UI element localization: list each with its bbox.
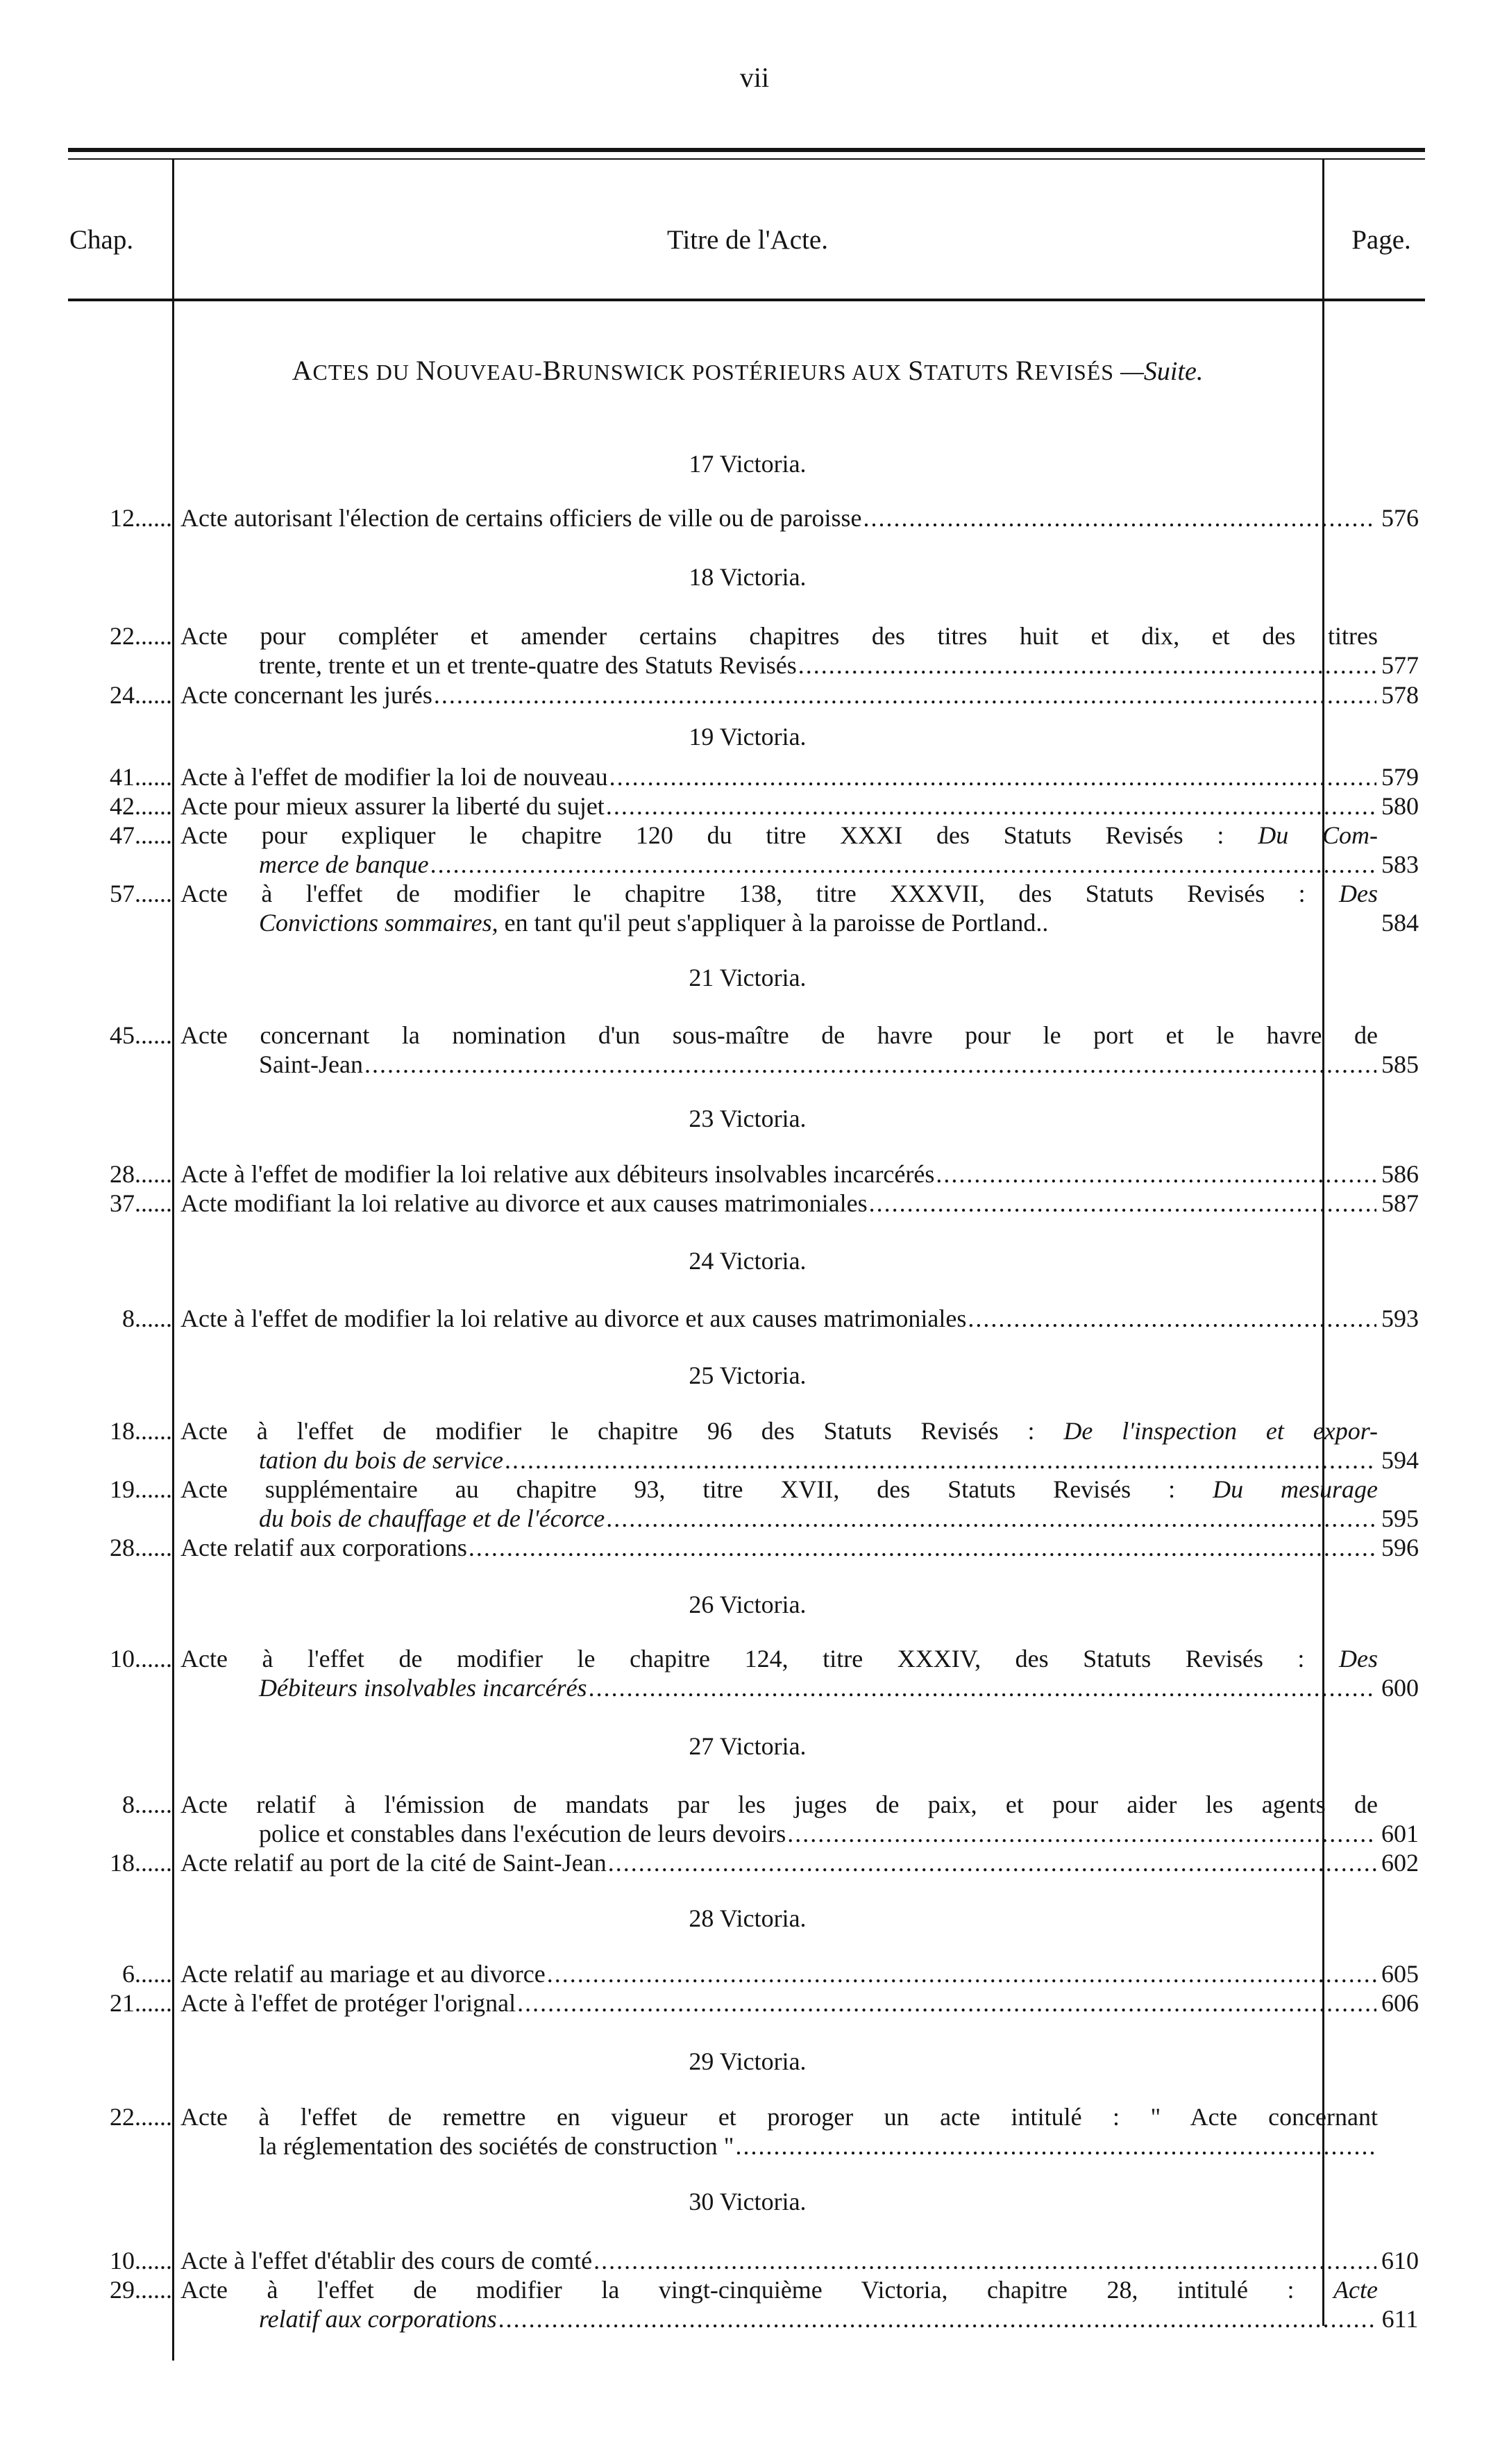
chapter-number: 41...... [110, 763, 172, 791]
chapter-number: 45...... [110, 1021, 172, 1049]
act-title: Acte à l'effet de modifier le chapitre 96 des Statuts Revisés : De l'inspection et expor- [180, 1417, 1378, 1445]
year-heading: 17 Victoria. [689, 450, 807, 478]
header-chap: Chap. [69, 225, 134, 255]
page-ref: 594 [1381, 1446, 1419, 1474]
chapter-number: 18...... [110, 1849, 172, 1877]
page-ref: 595 [1381, 1505, 1419, 1532]
year-heading: 21 Victoria. [689, 964, 807, 991]
chapter-number: 57...... [110, 880, 172, 907]
act-title-continued: Convictions sommaires, en tant qu'il peut s'appliquer à la paroisse de Portland.. [259, 909, 1049, 937]
act-title: Acte pour compléter et amender certains chapitres des titres huit et dix, et des titres [180, 622, 1378, 650]
act-title: Acte relatif au mariage et au divorce [180, 1960, 546, 1988]
chapter-number: 24...... [110, 681, 172, 709]
page-ref: 578 [1381, 681, 1419, 709]
page-ref: 577 [1381, 651, 1419, 679]
chapter-number: 12...... [110, 504, 172, 532]
page-ref: 586 [1381, 1160, 1419, 1188]
act-title-continued: du bois de chauffage et de l'écorce [259, 1505, 605, 1532]
page-ref: 580 [1381, 792, 1419, 820]
chapter-number: 28...... [110, 1160, 172, 1188]
page-ref: 611 [1381, 2305, 1419, 2333]
chapter-number: 29...... [110, 2276, 172, 2304]
act-title: Acte à l'effet de protéger l'orignal [180, 1989, 516, 2017]
year-heading: 29 Victoria. [689, 2047, 807, 2075]
act-title-continued: merce de banque [259, 850, 429, 878]
act-title: Acte concernant la nomination d'un sous-maître de havre pour le port et le havre de [180, 1021, 1378, 1049]
year-heading: 30 Victoria. [689, 2188, 807, 2215]
act-title: Acte pour mieux assurer la liberté du sujet [180, 792, 605, 820]
year-heading: 25 Victoria. [689, 1361, 807, 1389]
year-heading: 18 Victoria. [689, 563, 807, 591]
chapter-number: 47...... [110, 821, 172, 849]
header-page: Page. [1351, 225, 1411, 255]
header-title: Titre de l'Acte. [667, 225, 828, 255]
header-rule [68, 299, 1425, 301]
act-title: Acte à l'effet de remettre en vigueur et proroger un acte intitulé : " Acte concernant [180, 2103, 1378, 2131]
chapter-number: 28...... [110, 1534, 172, 1561]
act-title-continued: Saint-Jean [259, 1050, 363, 1078]
act-title: Acte modifiant la loi relative au divorce et aux causes matrimoniales [180, 1189, 868, 1217]
act-title-continued: trente, trente et un et trente-quatre des Statuts Revisés [259, 651, 797, 679]
chapter-number: 21...... [110, 1989, 172, 2017]
act-title: Acte à l'effet de modifier la loi relative aux débiteurs insolvables incarcérés [180, 1160, 935, 1188]
act-title: Acte pour expliquer le chapitre 120 du titre XXXI des Statuts Revisés : Du Com- [180, 821, 1379, 849]
act-title-continued: tation du bois de service [259, 1446, 503, 1474]
chapter-number: 22...... [110, 2103, 172, 2131]
act-title-continued: police et constables dans l'exécution de leurs devoirs [259, 1820, 786, 1847]
chapter-number: 19...... [110, 1475, 172, 1503]
chapter-number: 10...... [110, 2247, 172, 2274]
top-rule-thick [68, 148, 1425, 152]
act-title: Acte à l'effet d'établir des cours de comté [180, 2247, 593, 2274]
year-heading: 28 Victoria. [689, 1904, 807, 1932]
act-title-continued: relatif aux corporations [259, 2305, 497, 2333]
year-heading: 24 Victoria. [689, 1247, 807, 1275]
page-ref: 583 [1381, 850, 1419, 878]
year-heading: 19 Victoria. [689, 723, 807, 751]
page-ref: 606 [1381, 1989, 1419, 2017]
page-ref: 600 [1381, 1674, 1419, 1702]
page-ref: 587 [1381, 1189, 1419, 1217]
chapter-number: 8...... [122, 1305, 172, 1332]
section-heading: ACTES DU NOUVEAU-BRUNSWICK POSTÉRIEURS AUX STATUTS REVISÉS —Suite. [292, 355, 1204, 386]
act-title: Acte à l'effet de modifier le chapitre 124, titre XXXIV, des Statuts Revisés : Des [180, 1645, 1379, 1673]
year-heading: 27 Victoria. [689, 1732, 807, 1760]
page-ref: 585 [1381, 1050, 1419, 1078]
year-heading: 26 Victoria. [689, 1591, 807, 1618]
act-title: Acte relatif à l'émission de mandats par les juges de paix, et pour aider les agents de [180, 1791, 1378, 1818]
page-ref: 584 [1381, 909, 1419, 937]
chapter-number: 42...... [110, 792, 172, 820]
chapter-number: 18...... [110, 1417, 172, 1445]
page-ref: 576 [1381, 504, 1419, 532]
page-ref: 602 [1381, 1849, 1419, 1877]
page-ref: 579 [1381, 763, 1419, 791]
page-number: vii [739, 62, 770, 93]
page-ref: 593 [1381, 1305, 1419, 1332]
chapter-number: 6...... [122, 1960, 172, 1988]
column-divider-left [172, 160, 174, 2361]
page-ref: 601 [1381, 1820, 1419, 1847]
chapter-number: 8...... [122, 1791, 172, 1818]
page-ref: 610 [1381, 2247, 1419, 2274]
act-title: Acte à l'effet de modifier la loi relative au divorce et aux causes matrimoniales [180, 1305, 967, 1332]
chapter-number: 10...... [110, 1645, 172, 1673]
act-title: Acte supplémentaire au chapitre 93, titre XVII, des Statuts Revisés : Du mesurage [180, 1475, 1379, 1503]
top-rule-thin [68, 158, 1425, 160]
act-title-continued: la réglementation des sociétés de construction " [259, 2132, 734, 2160]
act-title: Acte à l'effet de modifier le chapitre 138, titre XXXVII, des Statuts Revisés : Des [180, 880, 1379, 907]
act-title: Acte à l'effet de modifier la loi de nouveau [180, 763, 608, 791]
act-title: Acte relatif au port de la cité de Saint-Jean [180, 1849, 607, 1877]
act-title: Acte concernant les jurés [180, 681, 432, 709]
act-title: Acte autorisant l'élection de certains officiers de ville ou de paroisse [180, 504, 862, 532]
page-ref: 596 [1381, 1534, 1419, 1561]
page-ref: 605 [1381, 1960, 1419, 1988]
chapter-number: 22...... [110, 622, 172, 650]
chapter-number: 37...... [110, 1189, 172, 1217]
act-title-continued: Débiteurs insolvables incarcérés [259, 1674, 587, 1702]
act-title: Acte relatif aux corporations [180, 1534, 467, 1561]
year-heading: 23 Victoria. [689, 1105, 807, 1132]
act-title: Acte à l'effet de modifier la vingt-cinquième Victoria, chapitre 28, intitulé : Acte [180, 2276, 1379, 2304]
